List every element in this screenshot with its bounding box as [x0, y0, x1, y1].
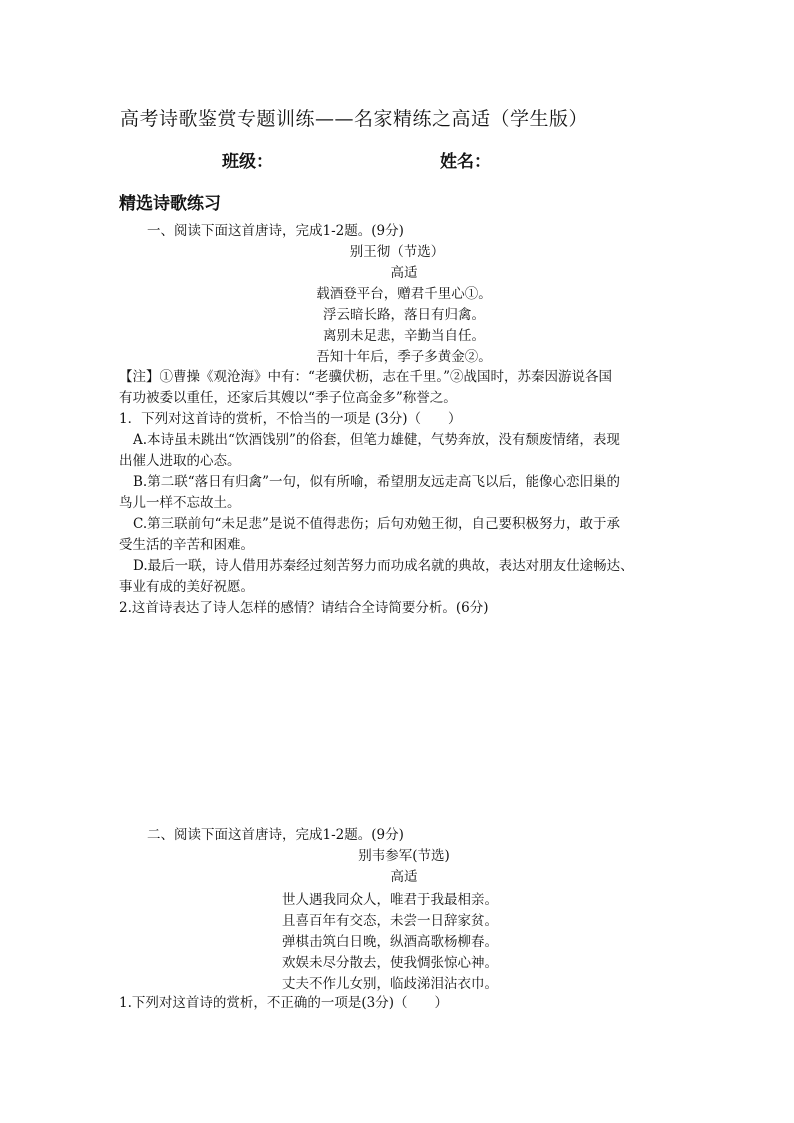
section-title: 精选诗歌练习	[119, 194, 221, 214]
q1-verse: 载酒登平台，赠君千里心①。	[316, 286, 492, 302]
q1-option-d: D.最后一联，诗人借用苏秦经过刻苦努力而功成名就的典故，表达对朋友仕途畅达、	[133, 558, 634, 574]
q2-verse: 且喜百年有交态，未尝一日辞家贫。	[282, 913, 498, 929]
q1-option-a-cont: 出催人进取的心态。	[119, 453, 241, 469]
name-label: 姓名：	[440, 152, 491, 172]
q1-verse: 吾知十年后，季子多黄金②。	[316, 349, 492, 365]
q2-poem-author: 高适	[390, 869, 418, 885]
q2-verse: 世人遇我同众人，唯君于我最相亲。	[282, 892, 498, 908]
q2-poem-title: 别韦参军(节选)	[358, 848, 450, 864]
q1-option-b-cont: 鸟儿一样不忘故土。	[119, 495, 241, 511]
q1-intro: 一、阅读下面这首唐诗，完成1-2题。(9分)	[147, 223, 404, 239]
q2-question-1: 1.下列对这首诗的赏析，不正确的一项是(3分)（ ）	[119, 995, 449, 1011]
q1-option-c-cont: 受生活的辛苦和困难。	[119, 537, 254, 553]
q1-note: 【注】①曹操《观沧海》中有：“老骥伏枥，志在千里。”②战国时，苏秦因游说各国	[119, 369, 613, 385]
q2-verse: 丈夫不作儿女别，临歧涕泪沾衣巾。	[282, 976, 498, 992]
q2-question-block	[119, 993, 689, 1015]
q1-option-d-cont: 事业有成的美好祝愿。	[119, 579, 254, 595]
q1-verse: 离别未足悲，辛勤当自任。	[323, 328, 485, 344]
q2-verse: 弹棋击筑白日晚，纵酒高歌杨柳春。	[282, 934, 498, 950]
q2-verse: 欢娱未尽分散去，使我惆张惊心神。	[282, 955, 498, 971]
question-group-1	[119, 221, 689, 621]
q1-poem-author: 高适	[390, 265, 418, 281]
q1-option-a: A.本诗虽未跳出“饮酒饯别”的俗套，但笔力雄健，气势奔放，没有颓废情绪，表现	[133, 432, 620, 448]
q1-verse: 浮云暗长路，落日有归禽。	[323, 307, 485, 323]
q1-question-2: 2.这首诗表达了诗人怎样的感情？请结合全诗简要分析。(6分)	[119, 600, 489, 616]
q2-intro: 二、阅读下面这首唐诗，完成1-2题。(9分)	[147, 827, 404, 843]
q1-note: 有功被委以重任，还家后其嫂以“季子位高金多”称誉之。	[119, 390, 457, 406]
document-title: 高考诗歌鉴赏专题训练——名家精练之高适（学生版）	[120, 108, 589, 130]
q1-option-b: B.第二联“落日有归禽”一句，似有所喻，希望朋友远走高飞以后，能像心恋旧巢的	[133, 474, 621, 490]
q1-question-1: 1．下列对这首诗的赏析，不恰当的一项是 (3分)（ ）	[119, 411, 462, 427]
q1-poem-title: 别王彻（节选）	[349, 244, 445, 260]
q1-option-c: C.第三联前句“未足悲”是说不值得悲伤；后句劝勉王彻，自己要积极努力，敢于承	[133, 516, 620, 532]
class-label: 班级：	[222, 152, 273, 172]
